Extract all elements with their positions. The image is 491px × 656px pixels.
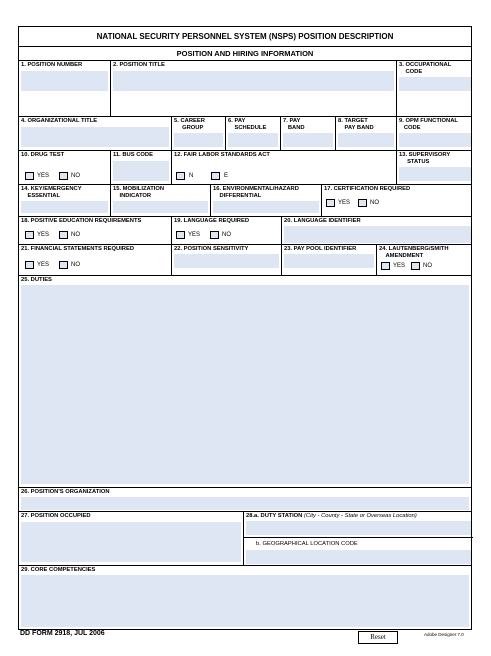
label-pay-band: 7. PAY BAND xyxy=(283,118,305,131)
environmental-hazard-input[interactable] xyxy=(213,201,319,213)
positions-organization-input[interactable] xyxy=(21,497,469,510)
bus-code-input[interactable] xyxy=(113,161,169,181)
row-drug-test xyxy=(19,151,471,185)
label-flsa: 12. FAIR LABOR STANDARDS ACT xyxy=(174,152,270,158)
career-group-input[interactable] xyxy=(174,133,223,147)
row-duties xyxy=(19,276,471,488)
label-position-sensitivity: 22. POSITION SENSITIVITY xyxy=(174,246,249,252)
financial-yes-label: YES xyxy=(37,262,50,268)
label-language-required: 19. LANGUAGE REQUIRED xyxy=(174,218,250,224)
row-financial xyxy=(19,245,471,276)
row-key-emergency xyxy=(19,185,471,217)
label-mobilization: 15. MOBILIZATION INDICATOR xyxy=(113,186,165,199)
pay-pool-identifier-input[interactable] xyxy=(284,254,374,268)
education-yes-checkbox[interactable] xyxy=(25,231,34,239)
label-key-emergency: 14. KEY/EMERGENCY ESSENTIAL xyxy=(21,186,82,199)
language-yes-label: YES xyxy=(188,232,201,238)
label-position-occupied: 27. POSITION OCCUPIED xyxy=(21,513,91,519)
education-no-label: NO xyxy=(71,232,80,238)
label-financial-statements: 21. FINANCIAL STATEMENTS REQUIRED xyxy=(21,246,135,252)
label-organizational-title: 4. ORGANIZATIONAL TITLE xyxy=(21,118,98,124)
label-core-competencies: 29. CORE COMPETENCIES xyxy=(21,567,96,573)
label-supervisory-status: 13. SUPERVISORY STATUS xyxy=(399,152,451,165)
row-organization xyxy=(19,117,471,151)
organizational-title-input[interactable] xyxy=(21,127,169,147)
lautenberg-no-label: NO xyxy=(423,263,432,269)
label-certification-required: 17. CERTIFICATION REQUIRED xyxy=(324,186,411,192)
financial-yes-checkbox[interactable] xyxy=(25,261,34,269)
drug-test-no-checkbox[interactable] xyxy=(59,172,68,180)
label-position-title: 2. POSITION TITLE xyxy=(113,62,165,68)
language-yes-checkbox[interactable] xyxy=(176,231,185,239)
label-pay-pool-identifier: 23. PAY POOL IDENTIFIER xyxy=(284,246,357,252)
form-title: NATIONAL SECURITY PERSONNEL SYSTEM (NSPS) POSITION DESCRIPTION xyxy=(19,27,471,47)
label-lautenberg: 24. LAUTENBERG/SMITH AMENDMENT xyxy=(379,246,449,259)
label-drug-test: 10. DRUG TEST xyxy=(21,152,65,158)
label-positive-education: 18. POSITIVE EDUCATION REQUIREMENTS xyxy=(21,218,142,224)
financial-no-label: NO xyxy=(71,262,80,268)
mobilization-input[interactable] xyxy=(113,201,208,213)
row-education xyxy=(19,217,471,245)
geo-location-code-input[interactable] xyxy=(246,550,471,564)
position-occupied-input[interactable] xyxy=(21,522,241,562)
label-target-pay-band: 8. TARGET PAY BAND xyxy=(338,118,374,131)
label-opm-functional-code: 9. OPM FUNCTIONAL CODE xyxy=(399,118,458,131)
lautenberg-yes-label: YES xyxy=(393,263,406,269)
duties-textarea[interactable] xyxy=(21,285,469,484)
label-duties: 25. DUTIES xyxy=(21,277,52,283)
label-position-number: 1. POSITION NUMBER xyxy=(21,62,83,68)
reset-button[interactable]: Reset xyxy=(358,631,398,644)
flsa-e-checkbox[interactable] xyxy=(211,172,220,180)
language-no-checkbox[interactable] xyxy=(210,231,219,239)
label-pay-schedule: 6. PAY SCHEDULE xyxy=(228,118,267,131)
drug-test-yes-checkbox[interactable] xyxy=(25,172,34,180)
label-duty-station: 28.a. DUTY STATION (City - County - State or Overseas Location) xyxy=(246,513,417,519)
opm-functional-code-input[interactable] xyxy=(399,133,471,147)
flsa-e-label: E xyxy=(224,173,229,179)
label-environmental-hazard: 16. ENVIRONMENTAL/HAZARD DIFFERENTIAL xyxy=(213,186,299,199)
form-id: DD FORM 2918, JUL 2006 xyxy=(20,630,105,637)
target-pay-band-input[interactable] xyxy=(338,133,394,147)
row-position xyxy=(19,61,471,117)
education-no-checkbox[interactable] xyxy=(59,231,68,239)
financial-no-checkbox[interactable] xyxy=(59,261,68,269)
duty-station-input[interactable] xyxy=(246,521,471,535)
lautenberg-no-checkbox[interactable] xyxy=(411,262,420,270)
row-position-occupied xyxy=(19,512,471,566)
education-yes-label: YES xyxy=(37,232,50,238)
label-bus-code: 11. BUS CODE xyxy=(113,152,153,158)
geo-location-cell xyxy=(244,538,473,566)
pay-band-input[interactable] xyxy=(283,133,333,147)
row-positions-organization xyxy=(19,488,471,512)
duty-station-cell xyxy=(244,512,473,538)
flsa-n-label: N xyxy=(189,173,194,179)
form-page xyxy=(18,26,472,630)
label-occupational-code: 3. OCCUPATIONAL CODE xyxy=(399,62,452,75)
drug-test-no-label: NO xyxy=(71,173,80,179)
row-core-competencies xyxy=(19,566,471,631)
certification-no-checkbox[interactable] xyxy=(358,199,367,207)
position-number-input[interactable] xyxy=(21,71,108,91)
section-header: POSITION AND HIRING INFORMATION xyxy=(19,47,471,61)
label-positions-organization: 26. POSITION'S ORGANIZATION xyxy=(21,489,110,495)
certification-no-label: NO xyxy=(370,200,379,206)
certification-yes-label: YES xyxy=(338,200,351,206)
occupational-code-input[interactable] xyxy=(399,77,471,91)
label-career-group: 5. CAREER GROUP xyxy=(174,118,205,131)
lautenberg-yes-checkbox[interactable] xyxy=(381,262,390,270)
supervisory-status-input[interactable] xyxy=(399,167,471,181)
certification-yes-checkbox[interactable] xyxy=(326,199,335,207)
language-no-label: NO xyxy=(222,232,231,238)
software-version: Adobe Designer 7.0 xyxy=(424,632,464,637)
flsa-n-checkbox[interactable] xyxy=(176,172,185,180)
position-title-input[interactable] xyxy=(113,71,394,91)
position-sensitivity-input[interactable] xyxy=(174,254,279,268)
core-competencies-textarea[interactable] xyxy=(21,575,469,627)
label-language-identifier: 20. LANGUAGE IDENTIFIER xyxy=(284,218,361,224)
pay-schedule-input[interactable] xyxy=(228,133,278,147)
language-identifier-input[interactable] xyxy=(284,226,471,243)
label-geo-location-code: b. GEOGRAPHICAL LOCATION CODE xyxy=(256,541,358,547)
drug-test-yes-label: YES xyxy=(37,173,50,179)
key-emergency-input[interactable] xyxy=(21,201,108,213)
